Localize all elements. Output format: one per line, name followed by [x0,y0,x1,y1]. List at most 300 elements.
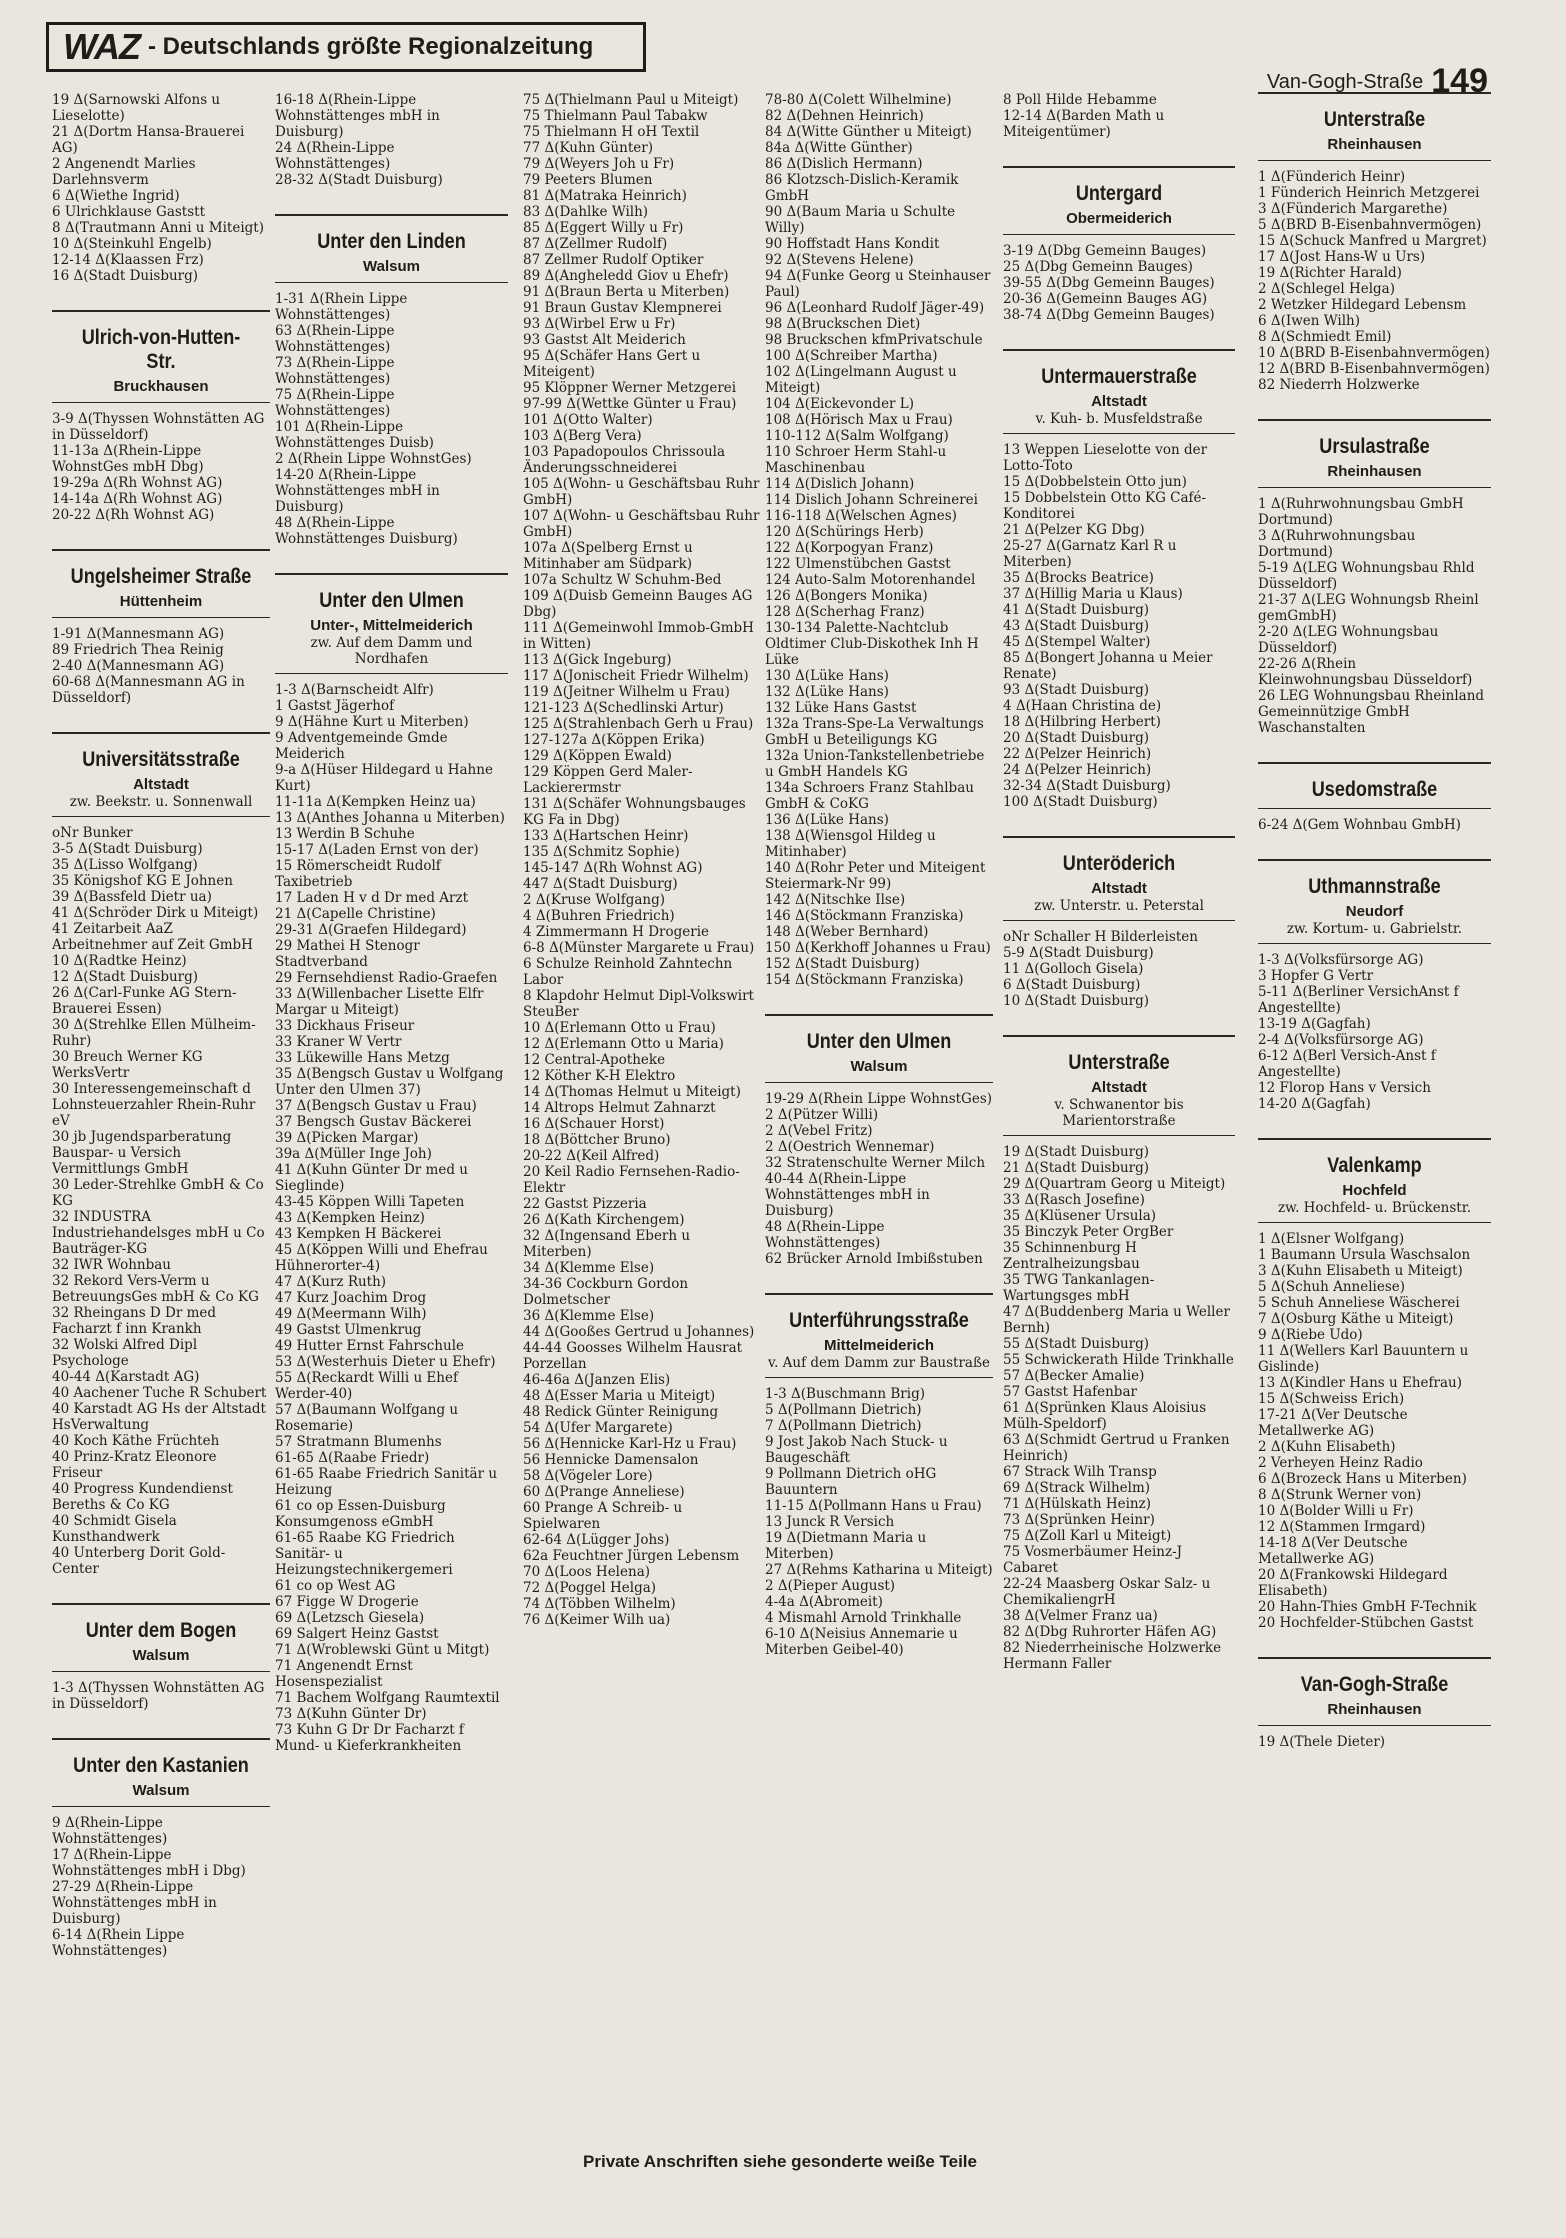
address-entry: 4 Δ(Haan Christina de) [1003,698,1162,714]
address-entry: 58 Δ(Vögeler Lore) [523,1468,653,1484]
address-entry: 20 Keil Radio Fernsehen-Radio-Elektr [523,1164,740,1196]
district-name: Rheinhausen [1327,1701,1422,1718]
address-entry: 113 Δ(Gick Ingeburg) [523,652,672,668]
address-entry: 2 Δ(Kruse Wolfgang) [523,892,666,908]
address-entry: 38-74 Δ(Dbg Gemeinn Bauges) [1003,307,1215,323]
address-entry: 32 IWR Wohnbau [52,1257,171,1273]
address-entry: 56 Δ(Hennicke Karl-Hz u Frau) [523,1436,737,1452]
street-block [1003,166,1235,323]
address-entry: 98 Δ(Bruckschen Diet) [765,316,921,332]
address-entry: 5 Schuh Anneliese Wäscherei [1258,1295,1460,1311]
address-entry: 87 Zellmer Rudolf Optiker [523,252,704,268]
address-entry: 20 Hochfelder-Stübchen Gastst [1258,1615,1474,1631]
street-block [275,573,508,1754]
column-5 [1003,92,1235,2142]
address-entry: 109 Δ(Duisb Gemeinn Bauges AG Dbg) [523,588,753,620]
address-entry: 81 Δ(Matraka Heinrich) [523,188,687,204]
address-entry: 1-3 Δ(Volksfürsorge AG) [1258,952,1424,968]
address-entry: 73 Δ(Sprünken Heinr) [1003,1512,1155,1528]
address-entry: 57 Stratmann Blumenhs [275,1434,442,1450]
address-entry: 2 Verheyen Heinz Radio [1258,1455,1423,1471]
address-entry: 108 Δ(Hörisch Max u Frau) [765,412,953,428]
address-entry: 43 Δ(Stadt Duisburg) [1003,618,1150,634]
section-rule [1258,1657,1491,1659]
street-title: Uthmannstraße [1308,875,1441,898]
address-entry: 132a Trans-Spe-La Verwaltungs GmbH u Beteiligungs KG [765,716,984,748]
section-rule [1003,836,1235,838]
address-entry: 128 Δ(Scherhag Franz) [765,604,925,620]
address-entry: 4 Mismahl Arnold Trinkhalle [765,1610,962,1626]
address-entry: 21 Δ(Dortm Hansa-Brauerei AG) [52,124,245,156]
street-block [275,92,508,188]
address-entry: 19 Δ(Thele Dieter) [1258,1734,1386,1750]
address-entry: 142 Δ(Nitschke Ilse) [765,892,906,908]
masthead-logo: WAZ [63,26,140,67]
column-6 [1258,92,1491,2142]
address-entry: 127-127a Δ(Köppen Erika) [523,732,705,748]
street-block [52,1738,270,1959]
street-title: Untergard [1075,182,1163,205]
address-entry: 98 Bruckschen kfmPrivatschule [765,332,983,348]
address-entry: 37 Δ(Hillig Maria u Klaus) [1003,586,1183,602]
address-entry: 1-31 Δ(Rhein Lippe Wohnstättenges) [275,291,408,323]
address-entry: 61 Δ(Sprünken Klaus Aloisius Mülh-Speldorf) [1003,1400,1207,1432]
address-entry: 79 Peeters Blumen [523,172,653,188]
address-entry: 86 Klotzsch-Dislich-Keramik GmbH [765,172,959,204]
address-entry: 10 Δ(Bolder Willi u Fr) [1258,1503,1414,1519]
street-title: Ulrich-von-Hutten-Str. [81,326,241,373]
address-entry: 93 Gastst Alt Meiderich [523,332,686,348]
district-name: Altstadt [1091,880,1147,897]
address-entry: 6 Δ(Brozeck Hans u Miterben) [1258,1471,1467,1487]
address-entry: 77 Δ(Kuhn Günter) [523,140,653,156]
street-range: zw. Hochfeld- u. Brückenstr. [1278,1200,1471,1216]
address-entry: 1 Gastst Jägerhof [275,698,395,714]
street-range: zw. Kortum- u. Gabrielstr. [1286,921,1463,937]
section-rule [1003,349,1235,351]
address-entry: 30 Interessengemeinschaft d Lohnsteuerzahler Rhein-Ruhr eV [52,1081,256,1129]
address-entry: 35 Δ(Lisso Wolfgang) [52,857,198,873]
address-entry: 131 Δ(Schäfer Wohnungsbauges KG Fa in Dbg) [523,796,746,828]
address-entry: 5-11 Δ(Berliner VersichAnst f Angestellte) [1258,984,1459,1016]
address-entry: 129 Δ(Köppen Ewald) [523,748,672,764]
section-divider [52,816,270,817]
address-entry: 124 Auto-Salm Motorenhandel [765,572,976,588]
address-entry: 13 Weppen Lieselotte von der Lotto-Toto [1003,442,1208,474]
address-entry: 30 Δ(Strehlke Ellen Mülheim-Ruhr) [52,1017,256,1049]
address-entry: 10 Δ(BRD B-Eisenbahnvermögen) [1258,345,1490,361]
address-entry: 91 Braun Gustav Klempnerei [523,300,722,316]
address-entry: 40 Prinz-Kratz Eleonore Friseur [52,1449,217,1481]
address-entry: 60 Prange A Schreib- u Spielwaren [523,1500,683,1532]
address-entry: 140 Δ(Rohr Peter und Miteigent Steiermark-Nr 99) [765,860,986,892]
address-entry: 34 Δ(Klemme Else) [523,1260,655,1276]
address-entry: 56 Hennicke Damensalon [523,1452,699,1468]
address-entry: 61-65 Raabe Friedrich Sanitär u Heizung [275,1466,498,1498]
address-entry: 95 Klöppner Werner Metzgerei [523,380,737,396]
address-entry: 8 Δ(Schmiedt Emil) [1258,329,1392,345]
district-name: Hochfeld [1342,1182,1407,1199]
address-entry: 25-27 Δ(Garnatz Karl R u Miterben) [1003,538,1177,570]
street-block [52,549,270,706]
address-entry: 73 Δ(Kuhn Günter Dr) [275,1706,427,1722]
address-entry: 2 Δ(Schlegel Helga) [1258,281,1395,297]
section-rule [1258,92,1491,94]
address-entry: 72 Δ(Poggel Helga) [523,1580,657,1596]
section-rule [52,732,270,734]
address-entry: 2 Angenendt Marlies Darlehnsverm [52,156,196,188]
address-entry: 89 Δ(Angheledd Giov u Ehefr) [523,268,729,284]
address-entry: 1-3 Δ(Buschmann Brig) [765,1386,925,1402]
section-divider [1258,943,1491,944]
footer-note: Private Anschriften siehe gesonderte weiße Teile [583,2152,977,2171]
street-block [1003,349,1235,810]
address-entry: 3 Δ(Ruhrwohnungsbau Dortmund) [1258,528,1416,560]
address-entry: 69 Salgert Heinz Gastst [275,1626,439,1642]
section-rule [765,1293,993,1295]
street-title: Unter den Ulmen [319,589,464,612]
address-entry: 15-17 Δ(Laden Ernst von der) [275,842,479,858]
address-entry: 75 Δ(Zoll Karl u Miteigt) [1003,1528,1172,1544]
address-entry: 4 Δ(Buhren Friedrich) [523,908,675,924]
address-entry: 27-29 Δ(Rhein-Lippe Wohnstättenges mbH in Duisburg) [52,1879,217,1927]
section-rule [1258,859,1491,861]
address-entry: 43-45 Köppen Willi Tapeten [275,1194,465,1210]
address-entry: 12 Florop Hans v Versich [1258,1080,1431,1096]
address-entry: 33 Δ(Willenbacher Lisette Elfr Margar u Miteigt) [275,986,484,1018]
address-entry: 12-14 Δ(Barden Math u Miteigentümer) [1003,108,1165,140]
address-entry: 18 Δ(Böttcher Bruno) [523,1132,671,1148]
address-entry: 48 Δ(Rhein-Lippe Wohnstättenges Duisburg) [275,515,458,547]
address-entry: 67 Strack Wilh Transp [1003,1464,1157,1480]
section-rule [275,214,508,216]
address-entry: 6-8 Δ(Münster Margarete u Frau) [523,940,755,956]
address-entry: 17 Laden H v d Dr med Arzt [275,890,469,906]
address-entry: 96 Δ(Leonhard Rudolf Jäger-49) [765,300,985,316]
street-title: Unter den Kastanien [73,1754,249,1777]
address-entry: 1 Fünderich Heinrich Metzgerei [1258,185,1480,201]
address-entry: 14 Altrops Helmut Zahnarzt [523,1100,716,1116]
address-entry: 49 Gastst Ulmenkrug [275,1322,422,1338]
address-entry: 121-123 Δ(Schedlinski Artur) [523,700,724,716]
address-entry: 87 Δ(Zellmer Rudolf) [523,236,668,252]
address-entry: 2 Δ(Oestrich Wennemar) [765,1139,935,1155]
section-rule [1258,419,1491,421]
address-entry: 32 Rheingans D Dr med Facharzt f inn Krankh [52,1305,217,1337]
address-entry: 69 Δ(Letzsch Giesela) [275,1610,425,1626]
address-entry: 12 Δ(Erlemann Otto u Maria) [523,1036,724,1052]
address-entry: 19-29a Δ(Rh Wohnst AG) [52,475,223,491]
address-entry: 10 Δ(Erlemann Otto u Frau) [523,1020,716,1036]
address-entry: 103 Papadopoulos Chrissoula Änderungsschneiderei [523,444,726,476]
address-entry: 61-65 Raabe KG Friedrich Sanitär- u Heizungstechnikergemeri [275,1530,455,1578]
masthead [46,22,646,72]
address-entry: 39 Δ(Picken Margar) [275,1130,419,1146]
street-title: Valenkamp [1327,1154,1422,1177]
address-entry: 90 Hoffstadt Hans Kondit [765,236,940,252]
address-entry: 146 Δ(Stöckmann Franziska) [765,908,964,924]
address-entry: 40 Koch Käthe Früchteh [52,1433,220,1449]
address-entry: 120 Δ(Schürings Herb) [765,524,924,540]
address-entry: 48 Δ(Esser Maria u Miteigt) [523,1388,716,1404]
address-entry: 29 Mathei H Stenogr Stadtverband [275,938,420,970]
column-1 [52,92,270,2142]
address-entry: 19-29 Δ(Rhein Lippe WohnstGes) [765,1091,993,1107]
section-rule [52,310,270,312]
address-entry: 39a Δ(Müller Inge Joh) [275,1146,432,1162]
address-entry: 32 INDUSTRA Industriehandelsges mbH u Co Bauträger-KG [52,1209,265,1257]
address-entry: 9 Jost Jakob Nach Stuck- u Baugeschäft [765,1434,948,1466]
address-entry: 35 Königshof KG E Johnen [52,873,233,889]
address-entry: 11-11a Δ(Kempken Heinz ua) [275,794,476,810]
address-entry: 27 Δ(Rehms Katharina u Miteigt) [765,1562,993,1578]
address-entry: 61-65 Δ(Raabe Friedr) [275,1450,430,1466]
address-entry: 3-19 Δ(Dbg Gemeinn Bauges) [1003,243,1207,259]
address-entry: 122 Δ(Korpogyan Franz) [765,540,934,556]
address-entry: 40 Aachener Tuche R Schubert [52,1385,267,1401]
address-entry: 8 Δ(Strunk Werner von) [1258,1487,1422,1503]
address-entry: 16 Δ(Stadt Duisburg) [52,268,199,284]
section-rule [52,1738,270,1740]
address-entry: 43 Kempken H Bäckerei [275,1226,442,1242]
address-entry: 40 Unterberg Dorit Gold-Center [52,1545,226,1577]
address-entry: 14-18 Δ(Ver Deutsche Metallwerke AG) [1258,1535,1408,1567]
address-entry: 84 Δ(Witte Günther u Miteigt) [765,124,972,140]
section-divider [1003,433,1235,434]
page-number: 149 [1431,62,1488,100]
address-entry: 14-20 Δ(Rhein-Lippe Wohnstättenges mbH in Duisburg) [275,467,440,515]
address-entry: 55 Δ(Stadt Duisburg) [1003,1336,1150,1352]
section-divider [1258,160,1491,161]
street-title: Usedomstraße [1311,778,1438,801]
address-entry: 33 Dickhaus Friseur [275,1018,415,1034]
address-entry: 1 Δ(Fünderich Heinr) [1258,169,1406,185]
address-entry: 20 Hahn-Thies GmbH F-Technik [1258,1599,1477,1615]
address-entry: 13 Δ(Anthes Johanna u Miterben) [275,810,505,826]
section-divider [1003,234,1235,235]
address-entry: 40 Progress Kundendienst Bereths & Co KG [52,1481,233,1513]
street-title: Van-Gogh-Straße [1300,1673,1449,1696]
address-entry: 35 Schinnenburg H Zentralheizungsbau [1003,1240,1140,1272]
address-entry: 19 Δ(Stadt Duisburg) [1003,1144,1150,1160]
address-entry: 13 Δ(Kindler Hans u Ehefrau) [1258,1375,1462,1391]
address-entry: 122 Ulmenstübchen Gastst [765,556,951,572]
address-entry: 26 LEG Wohnungsbau Rheinland Gemeinnützige GmbH Waschanstalten [1258,688,1485,736]
address-entry: 13 Werdin B Schuhe [275,826,415,842]
address-entry: 1-91 Δ(Mannesmann AG) [52,626,225,642]
address-entry: 1-3 Δ(Barnscheidt Alfr) [275,682,434,698]
address-entry: 46-46a Δ(Janzen Elis) [523,1372,671,1388]
section-divider [275,282,508,283]
address-entry: 57 Δ(Becker Amalie) [1003,1368,1145,1384]
address-entry: 7 Δ(Osburg Käthe u Miteigt) [1258,1311,1454,1327]
address-entry: 32 Stratenschulte Werner Milch [765,1155,986,1171]
district-name: Altstadt [133,776,189,793]
address-entry: 9 Δ(Hähne Kurt u Miterben) [275,714,469,730]
address-entry: 32 Wolski Alfred Dipl Psychologe [52,1337,198,1369]
address-entry: 21 Δ(Stadt Duisburg) [1003,1160,1150,1176]
section-rule [275,573,508,575]
address-entry: 78-80 Δ(Colett Wilhelmine) [765,92,952,108]
street-block [52,732,270,1577]
address-entry: 114 Δ(Dislich Johann) [765,476,915,492]
address-entry: 62a Feuchtner Jürgen Lebensm [523,1548,740,1564]
masthead-slogan: - Deutschlands größte Regionalzeitung [147,33,594,60]
street-block [523,92,760,1628]
address-entry: 62 Brücker Arnold Imbißstuben [765,1251,983,1267]
address-entry: 6-12 Δ(Berl Versich-Anst f Angestellte) [1258,1048,1436,1080]
address-entry: 138 Δ(Wiensgol Hildeg u Mitinhaber) [765,828,936,860]
address-entry: 21 Δ(Pelzer KG Dbg) [1003,522,1145,538]
address-entry: 150 Δ(Kerkhoff Johannes u Frau) [765,940,991,956]
address-entry: 5 Δ(Pollmann Dietrich) [765,1402,922,1418]
section-divider [52,402,270,403]
street-range: zw. Auf dem Damm und Nordhafen [310,635,473,667]
address-entry: 20-22 Δ(Keil Alfred) [523,1148,660,1164]
district-name: Walsum [132,1647,190,1664]
address-entry: 20 Δ(Stadt Duisburg) [1003,730,1150,746]
address-entry: 60 Δ(Prange Anneliese) [523,1484,685,1500]
address-entry: 20-36 Δ(Gemeinn Bauges AG) [1003,291,1208,307]
address-entry: 6 Schulze Reinhold Zahntechn Labor [523,956,733,988]
street-title: Untermauerstraße [1041,365,1197,388]
address-entry: 21-37 Δ(LEG Wohnungsb Rheinl gemGmbH) [1258,592,1479,624]
address-entry: 57 Δ(Baumann Wolfgang u Rosemarie) [275,1402,459,1434]
address-entry: 9 Pollmann Dietrich oHG Bauuntern [765,1466,937,1498]
address-entry: 41 Δ(Schröder Dirk u Miteigt) [52,905,259,921]
address-entry: 22-26 Δ(Rhein Kleinwohnungsbau Düsseldorf) [1258,656,1473,688]
address-entry: 24 Δ(Rhein-Lippe Wohnstättenges) [275,140,395,172]
address-entry: 34-36 Cockburn Gordon Dolmetscher [523,1276,689,1308]
address-entry: 45 Δ(Stempel Walter) [1003,634,1151,650]
address-entry: 132 Lüke Hans Gastst [765,700,917,716]
address-entry: 8 Poll Hilde Hebamme [1003,92,1157,108]
address-entry: 40 Karstadt AG Hs der Altstadt HsVerwaltung [52,1401,266,1433]
address-entry: 71 Δ(Hülskath Heinz) [1003,1496,1151,1512]
address-entry: 82 Niederrheinische Holzwerke Hermann Faller [1003,1640,1222,1672]
street-block [52,92,270,284]
address-entry: 102 Δ(Lingelmann August u Miteigt) [765,364,957,396]
address-entry: 114 Dislich Johann Schreinerei [765,492,978,508]
address-entry: 9 Δ(Rhein-Lippe Wohnstättenges) [52,1815,168,1847]
address-entry: 20-22 Δ(Rh Wohnst AG) [52,507,215,523]
address-entry: 11 Δ(Wellers Karl Bauuntern u Gislinde) [1258,1343,1469,1375]
address-entry: 104 Δ(Eickevonder L) [765,396,915,412]
address-entry: 9-a Δ(Hüser Hildegard u Hahne Kurt) [275,762,493,794]
section-rule [1258,762,1491,764]
address-entry: 17 Δ(Rhein-Lippe Wohnstättenges mbH i Dbg) [52,1847,246,1879]
address-entry: 61 co op Essen-Duisburg Konsumgenoss eGmbH [275,1498,446,1530]
street-range: v. Schwanentor bis Marientorstraße [1054,1097,1184,1129]
address-entry: 2 Wetzker Hildegard Lebensm [1258,297,1467,313]
address-entry: 55 Δ(Reckardt Willi u Ehef Werder-40) [275,1370,458,1402]
address-entry: 22-24 Maasberg Oskar Salz- u ChemikaliengrH [1003,1576,1211,1608]
address-entry: 15 Römerscheidt Rudolf Taxibetrieb [275,858,441,890]
address-entry: 75 Vosmerbäumer Heinz-J Cabaret [1003,1544,1183,1576]
address-entry: 83 Δ(Dahlke Wilh) [523,204,649,220]
address-entry: 1 Baumann Ursula Waschsalon [1258,1247,1471,1263]
address-entry: 101 Δ(Otto Walter) [523,412,653,428]
address-entry: 29 Fernsehdienst Radio-Graefen [275,970,498,986]
address-entry: oNr Bunker [52,825,133,841]
address-entry: 105 Δ(Wohn- u Geschäftsbau Ruhr GmbH) [523,476,760,508]
address-entry: 5 Δ(Schuh Anneliese) [1258,1279,1406,1295]
street-title: Unter dem Bogen [85,1619,237,1642]
address-entry: 86 Δ(Dislich Hermann) [765,156,923,172]
address-entry: 40 Schmidt Gisela Kunsthandwerk [52,1513,177,1545]
section-divider [1258,1725,1491,1726]
street-range: v. Kuh- b. Musfeldstraße [1035,411,1203,427]
district-name: Walsum [132,1782,190,1799]
address-entry: 6 Δ(Iwen Wilh) [1258,313,1360,329]
address-entry: 5-9 Δ(Stadt Duisburg) [1003,945,1154,961]
address-entry: 76 Δ(Keimer Wilh ua) [523,1612,671,1628]
district-name: Altstadt [1091,393,1147,410]
address-entry: 15 Δ(Schuck Manfred u Margret) [1258,233,1487,249]
address-entry: 43 Δ(Kempken Heinz) [275,1210,425,1226]
address-entry: 41 Δ(Stadt Duisburg) [1003,602,1150,618]
address-entry: 95 Δ(Schäfer Hans Gert u Miteigent) [523,348,701,380]
column-4 [765,92,993,2142]
address-entry: 19 Δ(Richter Harald) [1258,265,1402,281]
address-entry: 130 Δ(Lüke Hans) [765,668,889,684]
address-entry: 132 Δ(Lüke Hans) [765,684,889,700]
address-entry: 11-15 Δ(Pollmann Hans u Frau) [765,1498,982,1514]
address-entry: 5 Δ(BRD B-Eisenbahnvermögen) [1258,217,1482,233]
address-entry: 11 Δ(Golloch Gisela) [1003,961,1144,977]
address-entry: 61 co op West AG [275,1578,396,1594]
address-entry: 35 Δ(Brocks Beatrice) [1003,570,1154,586]
address-entry: 63 Δ(Rhein-Lippe Wohnstättenges) [275,323,395,355]
address-entry: 41 Zeitarbeit AaZ Arbeitnehmer auf Zeit GmbH [52,921,253,953]
address-entry: 119 Δ(Jeitner Wilhelm u Frau) [523,684,730,700]
address-entry: 6 Ulrichklause Gaststt [52,204,206,220]
address-entry: 92 Δ(Stevens Helene) [765,252,914,268]
address-entry: oNr Schaller H Bilderleisten [1003,929,1198,945]
address-entry: 70 Δ(Loos Helena) [523,1564,651,1580]
address-entry: 14 Δ(Thomas Helmut u Miteigt) [523,1084,741,1100]
street-title: Universitätsstraße [82,748,240,771]
street-title: Unter den Ulmen [806,1030,952,1053]
section-divider [1258,808,1491,809]
district-name: Obermeiderich [1066,210,1172,227]
district-name: Unter-, Mittelmeiderich [310,617,473,634]
address-entry: 1 Δ(Ruhrwohnungsbau GmbH Dortmund) [1258,496,1464,528]
address-entry: 49 Δ(Meermann Wilh) [275,1306,427,1322]
address-entry: 73 Δ(Rhein-Lippe Wohnstättenges) [275,355,395,387]
section-divider [1003,1135,1235,1136]
address-entry: 45 Δ(Köppen Willi und Ehefrau Hühnerorter-4) [275,1242,488,1274]
address-entry: 2 Δ(Pieper August) [765,1578,896,1594]
address-entry: 12 Δ(Stammen Irmgard) [1258,1519,1426,1535]
address-entry: 129 Köppen Gerd Maler-Lackierermstr [523,764,693,796]
section-divider [1003,920,1235,921]
address-entry: 93 Δ(Stadt Duisburg) [1003,682,1150,698]
address-entry: 33 Kraner W Vertr [275,1034,402,1050]
section-rule [1003,1035,1235,1037]
address-entry: 103 Δ(Berg Vera) [523,428,642,444]
street-block [275,214,508,547]
street-title: Unterführungsstraße [789,1309,969,1332]
district-name: Walsum [850,1058,908,1075]
address-entry: 47 Δ(Buddenberg Maria u Weller Bernh) [1003,1304,1230,1336]
address-entry: 47 Kurz Joachim Drog [275,1290,427,1306]
address-entry: 126 Δ(Bongers Monika) [765,588,928,604]
district-name: Bruckhausen [113,378,209,395]
address-entry: 18 Δ(Hilbring Herbert) [1003,714,1161,730]
street-block [765,1014,993,1267]
section-divider [1258,1222,1491,1223]
